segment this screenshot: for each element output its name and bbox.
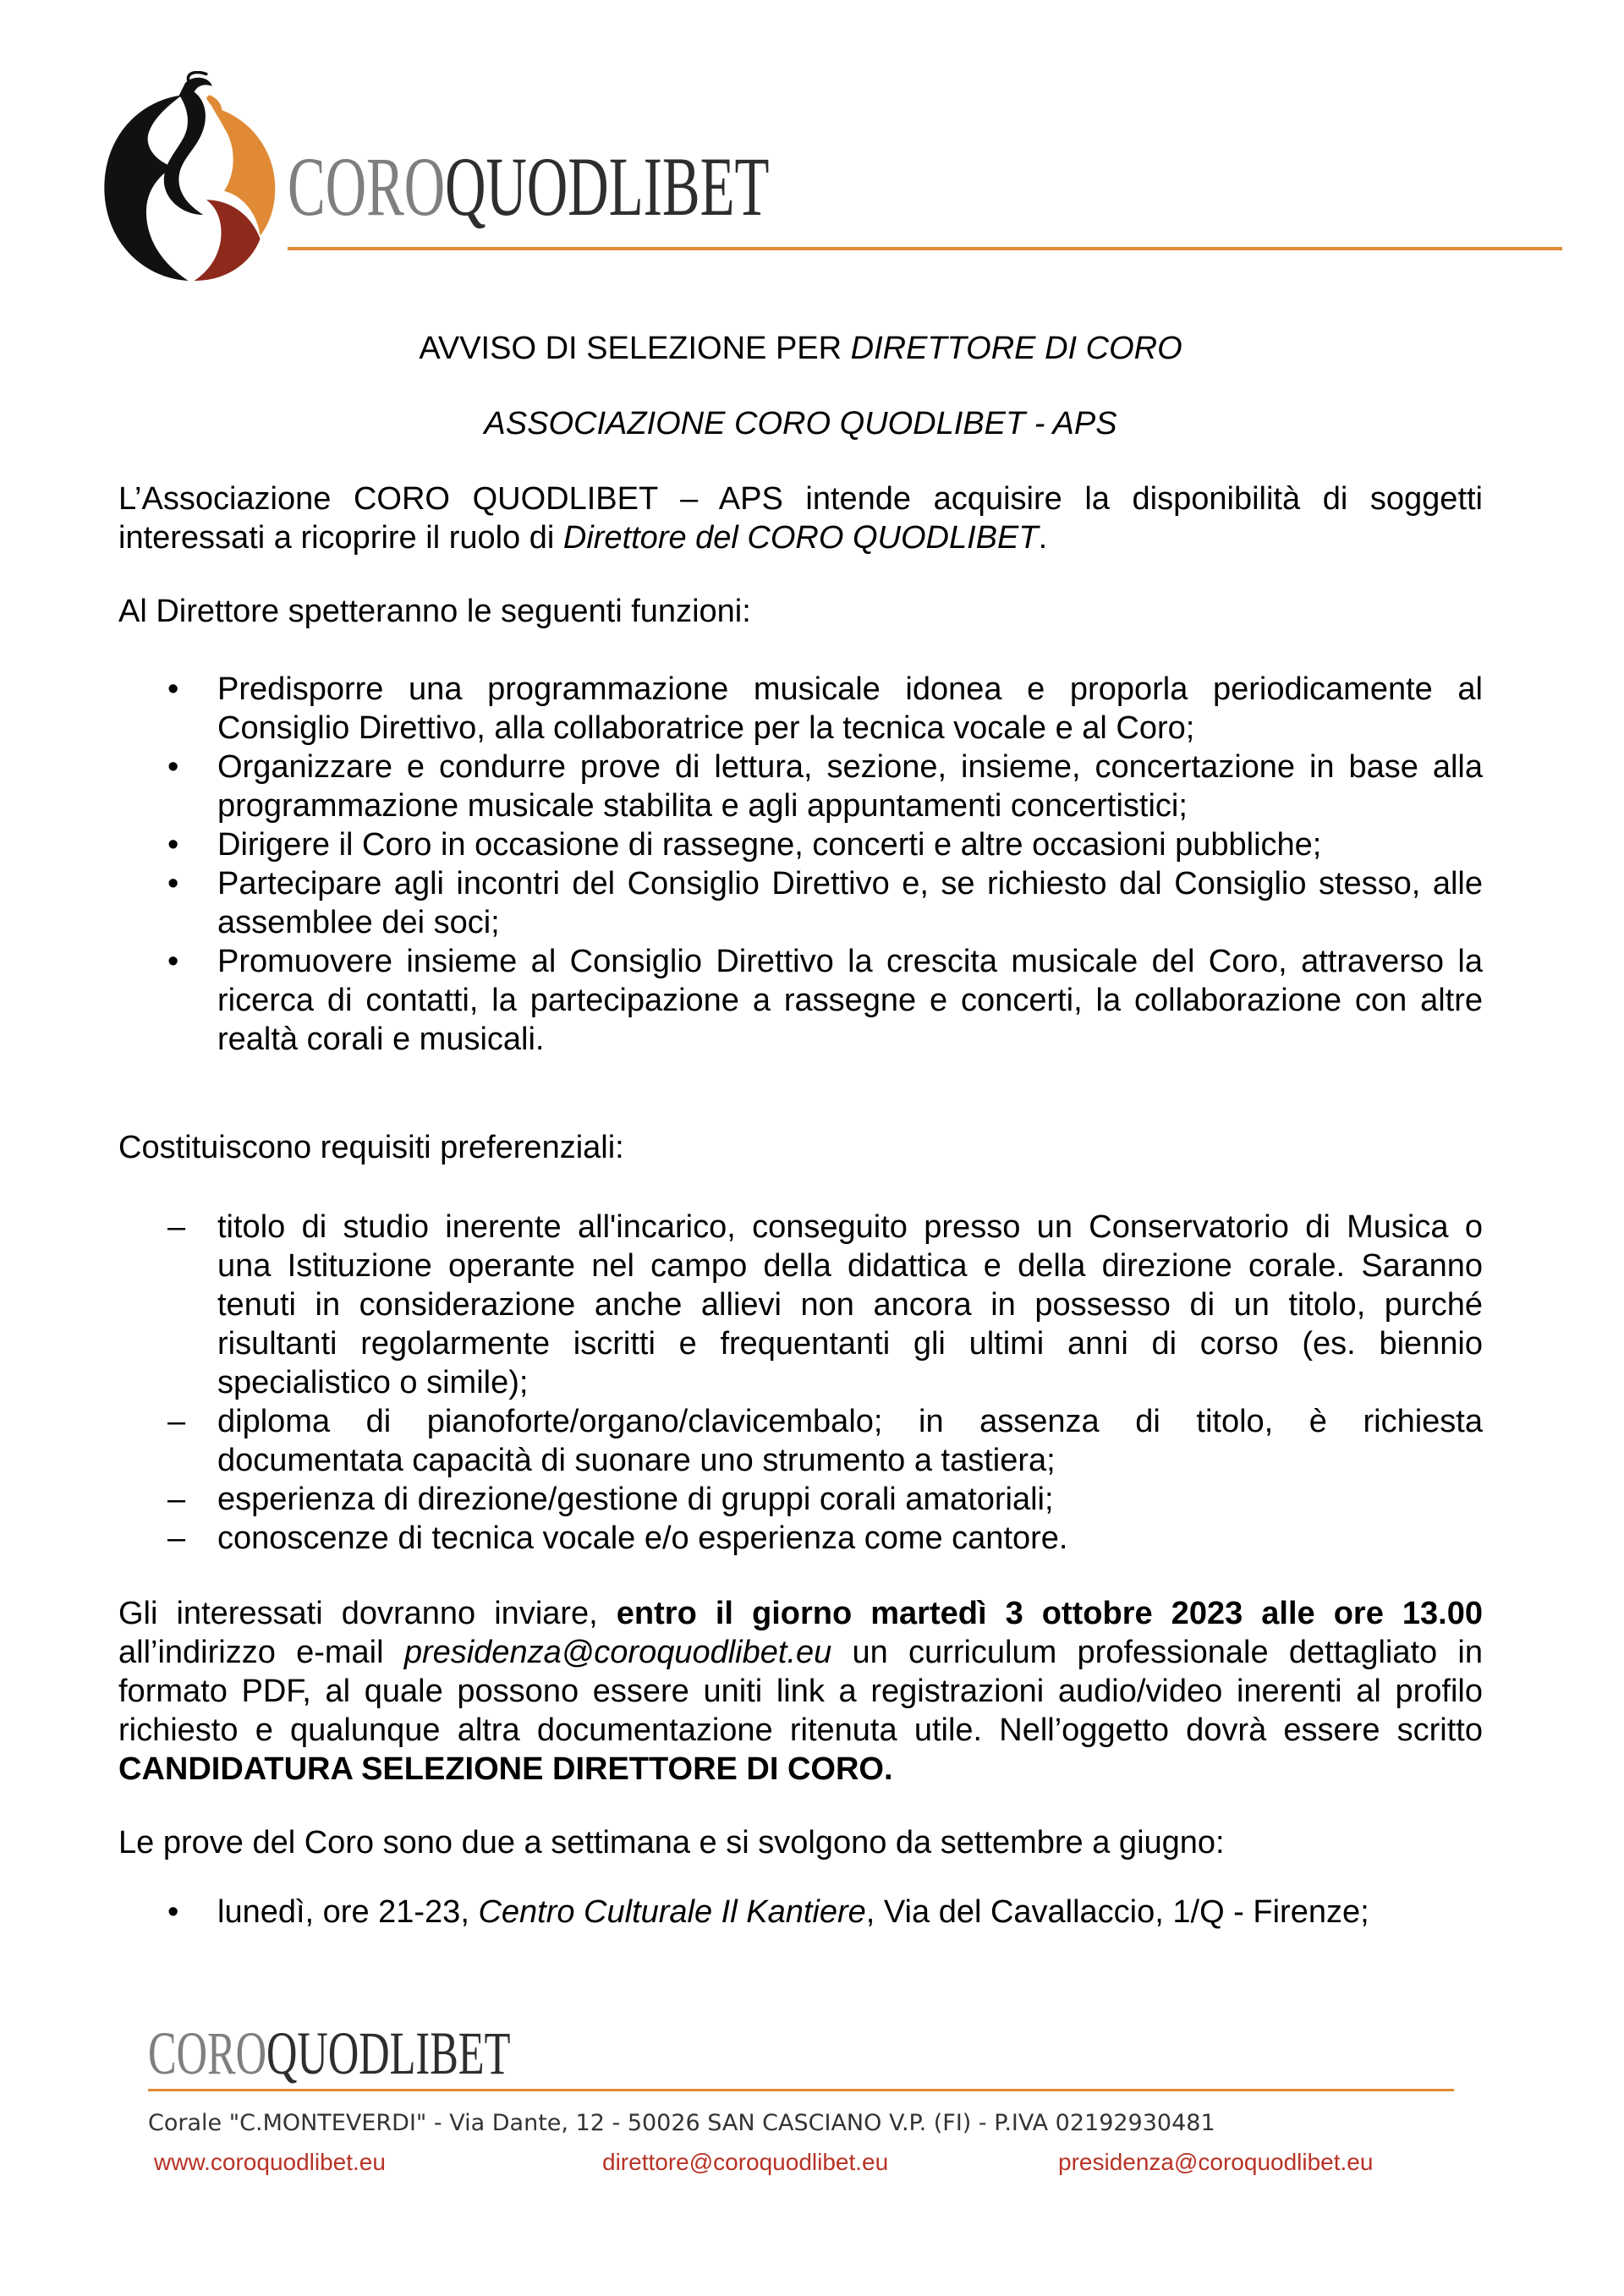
footer-president-email-link[interactable]: presidenza@coroquodlibet.eu bbox=[1058, 2149, 1374, 2175]
rehearsal-time: lunedì, ore 21-23, bbox=[217, 1894, 479, 1930]
page-title bbox=[118, 329, 1483, 368]
list-item bbox=[118, 748, 1483, 825]
dash-icon bbox=[167, 1480, 193, 1519]
list-item-line: Promuovere insieme al Consiglio Direttivo la crescita musicale del Coro, attraverso la bbox=[217, 944, 1483, 979]
intro-role: Direttore del CORO QUODLIBET bbox=[562, 520, 1039, 556]
bullet-icon bbox=[167, 825, 193, 864]
list-item-line: risultanti regolarmente iscritti e frequentanti gli ultimi anni di corso (es. biennio bbox=[217, 1326, 1483, 1362]
list-item bbox=[118, 1480, 1483, 1519]
list-item-line: titolo di studio inerente all'incarico, conseguito presso un Conservatorio di Musica o bbox=[217, 1209, 1483, 1245]
list-item-line: realtà corali e musicali. bbox=[217, 1022, 545, 1057]
dash-icon bbox=[167, 1208, 193, 1247]
list-item-line: conoscenze di tecnica vocale e/o esperienza come cantore. bbox=[217, 1521, 1068, 1556]
list-item-line: Predisporre una programmazione musicale idonea e proporla periodicamente al bbox=[217, 671, 1483, 707]
intro-line bbox=[118, 518, 1483, 557]
header-divider bbox=[288, 247, 1562, 250]
application-text: all’indirizzo e-mail bbox=[118, 1635, 404, 1670]
list-item bbox=[118, 825, 1483, 864]
application-line: formato PDF, al quale possono essere uniti link a registrazioni audio/video inerenti al profilo bbox=[118, 1674, 1483, 1709]
list-item-line: ricerca di contatti, la partecipazione a rassegne e concerti, la collaborazione con altre bbox=[217, 983, 1483, 1018]
brand-name-part1: CORO bbox=[288, 140, 446, 233]
intro-text: interessati a ricoprire il ruolo di bbox=[118, 520, 563, 556]
rehearsal-venue: Centro Culturale Il Kantiere bbox=[478, 1894, 866, 1930]
list-item-line: programmazione musicale stabilita e agli appuntamenti concertistici; bbox=[217, 788, 1188, 824]
intro-line: L’Associazione CORO QUODLIBET – APS intende acquisire la disponibilità di soggetti bbox=[118, 481, 1483, 517]
list-item-line: esperienza di direzione/gestione di gruppi corali amatoriali; bbox=[217, 1482, 1054, 1517]
brand-name bbox=[288, 140, 770, 233]
list-item-line: assemblee dei soci; bbox=[217, 905, 500, 940]
dash-icon bbox=[167, 1402, 193, 1441]
list-item-line: specialistico o simile); bbox=[217, 1365, 529, 1400]
requirements-list bbox=[118, 1208, 1483, 1558]
phoenix-emblem-icon bbox=[95, 71, 276, 281]
footer-divider bbox=[148, 2089, 1454, 2091]
bullet-icon bbox=[167, 670, 193, 709]
list-item bbox=[118, 1893, 1483, 1932]
list-item-line: diploma di pianoforte/organo/clavicembalo; in assenza di titolo, è richiesta bbox=[217, 1404, 1483, 1439]
page-subtitle: ASSOCIAZIONE CORO QUODLIBET - APS bbox=[484, 406, 1117, 441]
application-line bbox=[118, 1594, 1483, 1633]
list-item bbox=[118, 1519, 1483, 1558]
list-item-line: Partecipare agli incontri del Consiglio Direttivo e, se richiesto dal Consiglio stesso, alle bbox=[217, 866, 1483, 901]
list-item bbox=[118, 942, 1483, 1059]
intro-end: . bbox=[1038, 520, 1048, 556]
footer-brand-name-part2: QUODLIBET bbox=[266, 2019, 511, 2087]
list-item-line: tenuti in considerazione anche allievi non ancora in possesso di un titolo, purché bbox=[217, 1287, 1483, 1323]
application-email[interactable]: presidenza@coroquodlibet.eu bbox=[403, 1635, 832, 1670]
rehearsal-address: , Via del Cavallaccio, 1/Q - Firenze; bbox=[865, 1894, 1369, 1930]
dash-icon bbox=[167, 1519, 193, 1558]
intro-paragraph bbox=[118, 479, 1483, 557]
list-item bbox=[118, 670, 1483, 748]
bullet-icon bbox=[167, 748, 193, 786]
duties-heading: Al Direttore spetteranno le seguenti funzioni: bbox=[118, 594, 751, 629]
footer-brand-name bbox=[148, 2019, 511, 2087]
rehearsals-list bbox=[118, 1893, 1483, 1932]
application-line: richiesto e qualunque altra documentazione ritenuta utile. Nell’oggetto dovrà essere scritto bbox=[118, 1712, 1483, 1748]
application-line bbox=[118, 1633, 1483, 1672]
duties-list bbox=[118, 670, 1483, 1059]
rehearsals-heading: Le prove del Coro sono due a settimana e si svolgono da settembre a giugno: bbox=[118, 1825, 1225, 1860]
application-text: Gli interessati dovranno inviare, bbox=[118, 1596, 617, 1631]
list-item-line: Organizzare e condurre prove di lettura, sezione, insieme, concertazione in base alla bbox=[217, 749, 1483, 785]
footer-website-link[interactable]: www.coroquodlibet.eu bbox=[154, 2149, 386, 2175]
footer-address: Corale "C.MONTEVERDI" - Via Dante, 12 - 50026 SAN CASCIANO V.P. (FI) - P.IVA 02192930481 bbox=[148, 2110, 1215, 2136]
page-title-prefix: AVVISO DI SELEZIONE PER bbox=[419, 331, 851, 366]
footer-director-email-link[interactable]: direttore@coroquodlibet.eu bbox=[602, 2149, 889, 2175]
list-item-line bbox=[217, 1893, 1483, 1932]
requirements-heading: Costituiscono requisiti preferenziali: bbox=[118, 1130, 624, 1165]
page-title-role: DIRETTORE DI CORO bbox=[850, 331, 1182, 366]
list-item bbox=[118, 1208, 1483, 1402]
application-text: un curriculum professionale dettagliato in bbox=[831, 1635, 1484, 1670]
list-item-line: Consiglio Direttivo, alla collaboratrice per la tecnica vocale e al Coro; bbox=[217, 710, 1195, 746]
list-item-line: una Istituzione operante nel campo della didattica e della direzione corale. Saranno bbox=[217, 1248, 1483, 1284]
bullet-icon bbox=[167, 1893, 193, 1932]
application-paragraph bbox=[118, 1594, 1483, 1789]
list-item-line: documentata capacità di suonare uno strumento a tastiera; bbox=[217, 1443, 1056, 1478]
bullet-icon bbox=[167, 864, 193, 903]
application-deadline: entro il giorno martedì 3 ottobre 2023 alle ore 13.00 bbox=[616, 1596, 1483, 1631]
footer-brand-name-part1: CORO bbox=[148, 2019, 267, 2087]
brand-name-part2: QUODLIBET bbox=[445, 140, 770, 233]
application-subject: CANDIDATURA SELEZIONE DIRETTORE DI CORO. bbox=[118, 1751, 893, 1787]
list-item bbox=[118, 1402, 1483, 1480]
list-item bbox=[118, 864, 1483, 942]
list-item-line: Dirigere il Coro in occasione di rassegne, concerti e altre occasioni pubbliche; bbox=[217, 827, 1322, 863]
bullet-icon bbox=[167, 942, 193, 981]
